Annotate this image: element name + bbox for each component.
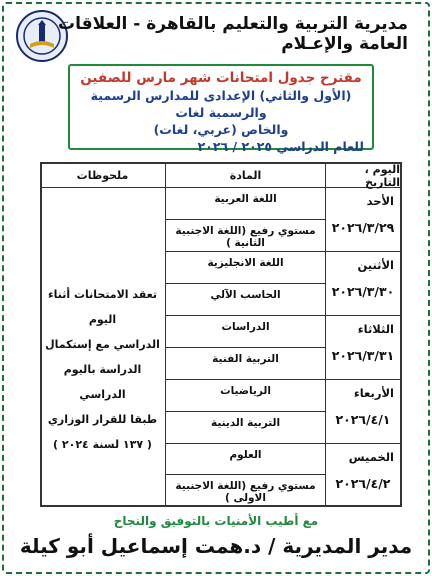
exam-date: ٢٠٢٦/٣/٣١ (331, 348, 395, 363)
table-row (326, 380, 400, 444)
subject-cell: التربية الدينية (166, 412, 325, 444)
notes-line: طبقا للقرار الوزاري (47, 413, 158, 426)
day-name: الثلاثاء (357, 322, 394, 336)
table-row (326, 252, 400, 316)
subject-cell: الدراسات (166, 316, 325, 348)
subject-column (165, 164, 325, 505)
notes-line: ( ١٣٧ لسنة ٢٠٢٤ ) (53, 438, 152, 451)
exam-date: ٢٠٢٦/٤/١ (335, 412, 391, 427)
notes-line: الدراسي مع إستكمال (45, 338, 160, 351)
header-subject: المادة (166, 164, 325, 188)
table-row (326, 316, 400, 380)
table-row (326, 188, 400, 252)
day-name: الأربعاء (353, 386, 394, 400)
academic-year-line: للعام الدراسي ٢٠٢٥ / ٢٠٢٦ (197, 139, 364, 154)
exam-date: ٢٠٢٦/٣/٣٠ (331, 284, 395, 299)
document-page (2, 2, 430, 574)
exam-date: ٢٠٢٦/٣/٢٩ (331, 220, 395, 235)
exam-date: ٢٠٢٦/٤/٢ (335, 476, 391, 491)
table-row (326, 444, 400, 505)
subject-cell: التربية الفنية (166, 348, 325, 380)
subject-cell: العلوم (166, 444, 325, 475)
exam-schedule-title-box (68, 64, 374, 154)
header-notes: ملحوظات (40, 164, 165, 188)
title-line-2: (الأول والثاني) الإعدادى للمدارس الرسمية والرسمية لغات (90, 88, 352, 120)
day-date-column (325, 164, 400, 505)
subject-cell: الحاسب الآلي (166, 284, 325, 316)
exam-schedule-table (40, 162, 402, 507)
subject-cell: مستوي رفيع (اللغة الاجنبية الثانية ) (166, 220, 325, 252)
footer-wish: مع أطيب الأمنيات بالتوفيق والنجاح (113, 514, 319, 528)
notes-line: الدراسة باليوم الدراسي (63, 363, 142, 401)
notes-column (40, 164, 165, 505)
director-signature: مدير المديرية / د.همت إسماعيل أبو كيلة (19, 534, 413, 558)
subject-cell: مستوي رفيع (اللغة الاجنبية الاولى ) (175, 480, 316, 504)
header-day-date: اليوم ، التاريخ (326, 164, 400, 188)
title-line-3: والخاص (عربي، لغات) (153, 122, 289, 137)
subject-cell: الرياضيات (166, 380, 325, 412)
title-line-1: مقترح جدول امتحانات شهر مارس للصفين (80, 70, 362, 86)
day-name: الخميس (348, 450, 394, 464)
subject-cell: اللغة العربية (166, 188, 325, 220)
notes-line: تعقد الامتحانات أثناء اليوم (47, 288, 158, 326)
notes-text (44, 282, 161, 457)
day-name: الأثنين (357, 258, 394, 272)
directorate-header-title: مديرية التربية والتعليم بالقاهرة - العلاقات العامة والإعـلام (58, 14, 409, 54)
subject-cell: اللغة الانجليزية (166, 252, 325, 284)
day-name: الأحد (366, 194, 394, 208)
